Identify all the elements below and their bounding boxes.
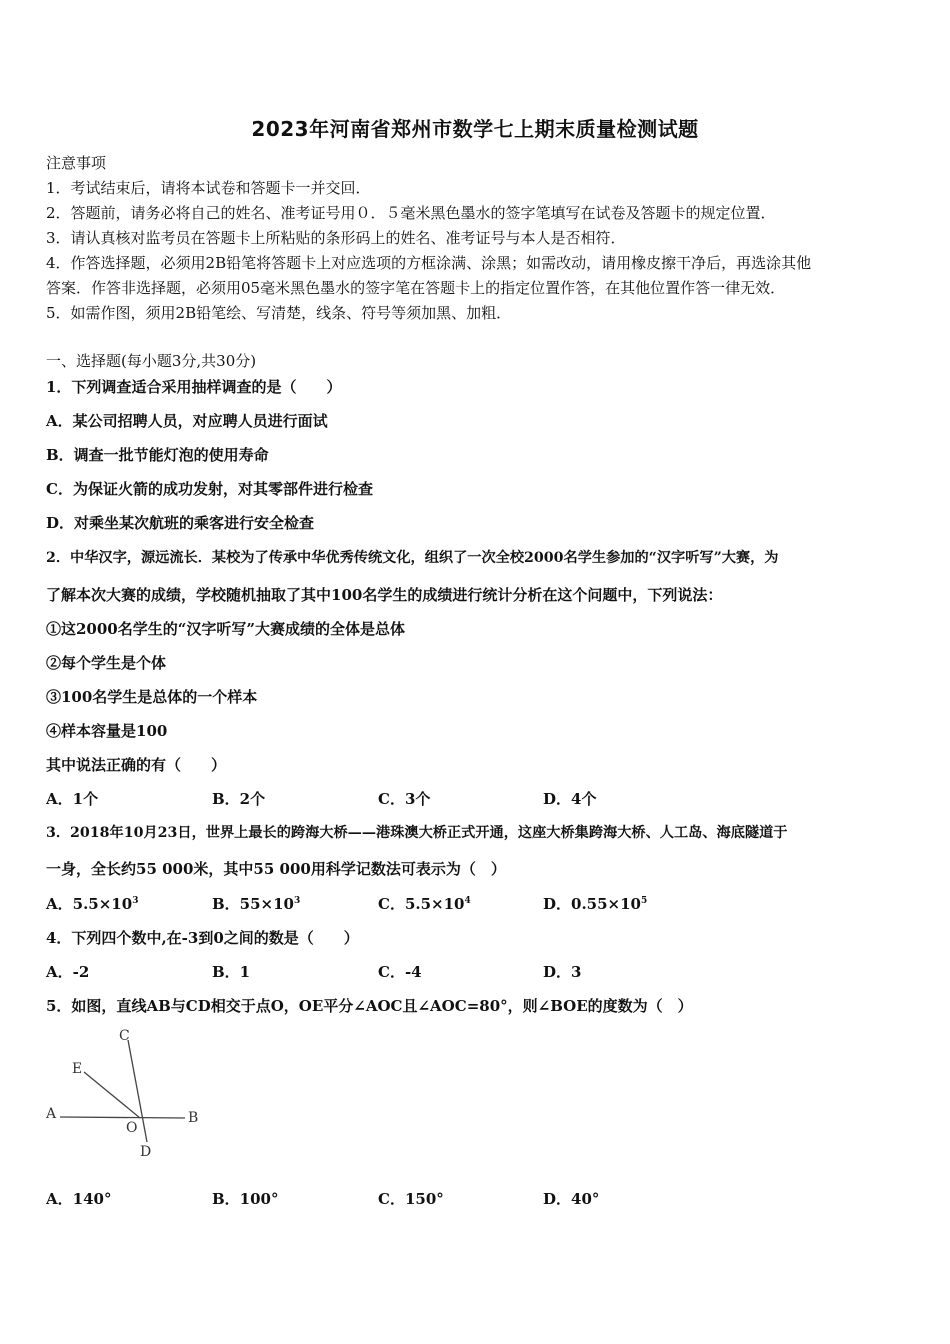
q2-option-b: B．2个 — [212, 790, 266, 808]
q1-option-b: B．调查一批节能灯泡的使用寿命 — [46, 446, 269, 464]
q5-stem: 5．如图，直线AB与CD相交于点O，OE平分∠AOC且∠AOC=80°，则∠BOE的度数为（ ） — [46, 997, 693, 1015]
q3-option-c: C．$5.5\times 10^4$ — [378, 895, 471, 913]
ray-oe — [84, 1072, 140, 1118]
label-a: A — [46, 1106, 57, 1122]
q5-option-a: A．140° — [46, 1190, 112, 1208]
q1-option-d: D．对乘坐某次航班的乘客进行安全检查 — [46, 514, 315, 532]
q4-option-d: D．3 — [543, 963, 582, 981]
notice-item: 3．请认真核对监考员在答题卡上所粘贴的条形码上的姓名、准考证号与本人是否相符． — [46, 229, 626, 247]
label-o: O — [126, 1120, 138, 1136]
q2-statement: ①这2000名学生的“汉字听写”大赛成绩的全体是总体 — [46, 620, 406, 638]
q1-option-c: C．为保证火箭的成功发射，对其零部件进行检查 — [46, 480, 373, 498]
label-d: D — [140, 1144, 152, 1160]
q5-option-c: C．150° — [378, 1190, 444, 1208]
q2-stem-line2: 了解本次大赛的成绩，学校随机抽取了其中100名学生的成绩进行统计分析在这个问题中，下列说法： — [46, 586, 723, 604]
section-heading: 一、选择题(每小题3分,共30分) — [46, 352, 257, 370]
q3-option-b: B．$55\times 10^3$ — [212, 895, 301, 913]
q2-option-c: C．3个 — [378, 790, 431, 808]
q2-option-a: A．1个 — [46, 790, 99, 808]
q2-option-d: D．4个 — [543, 790, 597, 808]
q4-option-a: A．-2 — [46, 963, 90, 981]
q5-option-d: D．40° — [543, 1190, 600, 1208]
page-title: 2023年河南省郑州市数学七上期末质量检测试题 — [251, 117, 699, 141]
q2-ask: 其中说法正确的有（ ） — [46, 756, 227, 774]
notice-item: 2．答题前，请务必将自己的姓名、准考证号用０．５毫米黑色墨水的签字笔填写在试卷及答题卡的规定位置． — [46, 204, 776, 222]
notice-item: 4．作答选择题，必须用2B铅笔将答题卡上对应选项的方框涂满、涂黑；如需改动，请用橡皮擦干净后，再选涂其他 — [46, 254, 812, 272]
q2-statement: ②每个学生是个体 — [46, 654, 167, 672]
q2-statement: ④样本容量是100 — [46, 722, 168, 740]
q3-option-a: A．$5.5\times 10^3$ — [46, 895, 139, 913]
line-ab — [60, 1117, 185, 1118]
notice-item: 1．考试结束后，请将本试卷和答题卡一并交回． — [46, 179, 371, 197]
label-e: E — [72, 1061, 83, 1077]
q5-option-b: B．100° — [212, 1190, 279, 1208]
label-b: B — [188, 1110, 199, 1126]
q1-stem: 1．下列调查适合采用抽样调查的是（ ） — [46, 378, 342, 396]
notice-item: 5．如需作图，须用2B铅笔绘、写清楚，线条、符号等须加黑、加粗． — [46, 304, 512, 322]
q4-option-c: C．-4 — [378, 963, 422, 981]
q4-option-b: B．1 — [212, 963, 251, 981]
q2-stem-line1: 2．中华汉字，源远流长．某校为了传承中华优秀传统文化，组织了一次全校2000名学生参加的“汉字听写”大赛，为 — [46, 550, 779, 566]
q3-stem-line2: 一身，全长约55 000米，其中55 000用科学记数法可表示为（ ） — [46, 860, 506, 878]
q2-statement: ③100名学生是总体的一个样本 — [46, 688, 258, 706]
q1-option-a: A．某公司招聘人员，对应聘人员进行面试 — [46, 412, 328, 430]
notice-item: 答案．作答非选择题，必须用05毫米黑色墨水的签字笔在答题卡上的指定位置作答，在其他位置作答一律无效． — [46, 279, 786, 297]
q4-stem: 4．下列四个数中,在-3到0之间的数是（ ） — [46, 929, 359, 947]
q3-stem-line1: 3．2018年10月23日，世界上最长的跨海大桥——港珠澳大桥正式开通，这座大桥集跨海大桥、人工岛、海底隧道于 — [46, 825, 788, 841]
q3-option-d: D．$0.55\times 10^5$ — [543, 895, 648, 913]
notice-heading: 注意事项 — [46, 154, 107, 172]
label-c: C — [119, 1028, 130, 1044]
q5-geometry-figure — [40, 1022, 220, 1162]
